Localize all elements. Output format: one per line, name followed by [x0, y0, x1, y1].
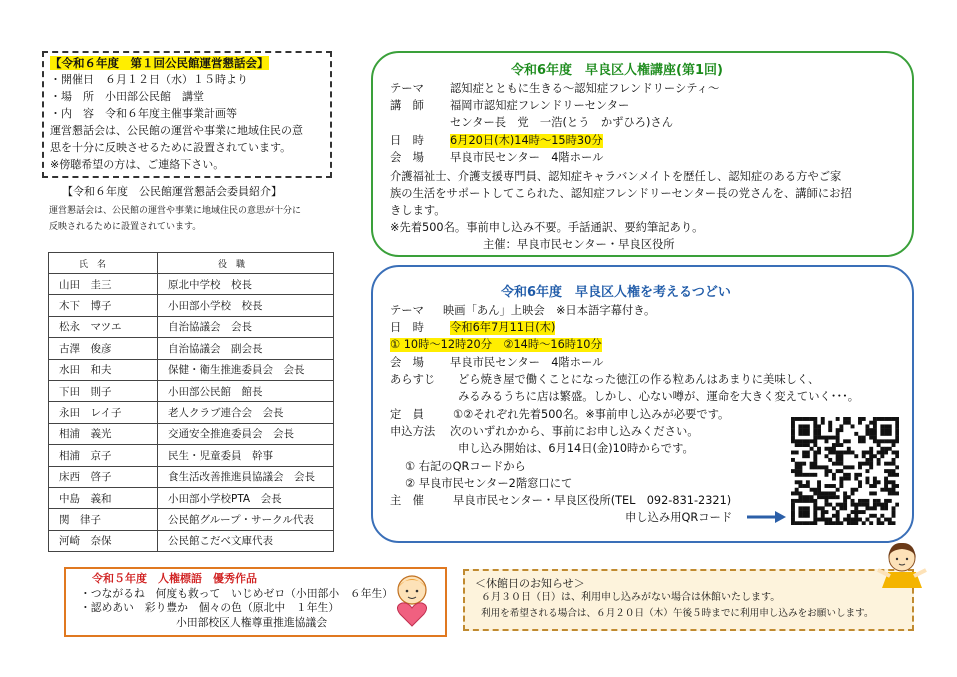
table-row [49, 316, 334, 337]
slogan-org: 小田部校区人権尊重推進協議会 [176, 616, 328, 629]
meeting-line: 運営懇話会は、公民館の運営や事業に地域住民の意 [50, 124, 303, 137]
table-header: 役 職 [158, 253, 334, 274]
lecture-theme-label: テーマ [390, 82, 424, 95]
slogan-title: 令和５年度 人権標語 優秀作品 [92, 572, 257, 585]
closed-notice [463, 569, 914, 631]
closed-title: ＜休館日のお知らせ＞ [475, 577, 585, 590]
table-row [49, 338, 334, 359]
member-name: 関 律子 [49, 509, 158, 530]
member-name: 古澤 俊彦 [49, 338, 158, 359]
member-role: 自治協議会 会長 [158, 316, 334, 337]
member-role: 小田部公民館 館長 [158, 380, 334, 401]
table-row [49, 466, 334, 487]
member-role: 小田部小学校PTA 会長 [158, 487, 334, 508]
lecture-note: ※先着500名。事前申し込み不要。手話通訳、要約筆記あり。 [390, 221, 704, 234]
girl-illustration [874, 540, 930, 588]
member-name: 中島 義和 [49, 487, 158, 508]
lecture-title: 令和6年度 早良区人権講座(第1回) [511, 63, 723, 78]
meeting-line: ・場 所 小田部公民館 講堂 [50, 90, 204, 103]
member-name: 木下 博子 [49, 295, 158, 316]
members-table [48, 252, 334, 552]
qr-caption: 申し込み用QRコード [625, 511, 733, 524]
member-name: 水田 和夫 [49, 359, 158, 380]
table-row [49, 487, 334, 508]
member-role: 民生・児童委員 幹事 [158, 445, 334, 466]
gathering-host: 早良市民センター・早良区役所(TEL 092-831-2321) [453, 494, 732, 507]
gathering-synopsis-label: あらすじ [390, 373, 436, 386]
table-row [49, 274, 334, 295]
lecture-desc: 介護福祉士、介護支援専門員、認知症キャラバンメイトを歴任し、認知症のある方やご家 [390, 170, 842, 183]
table-row [49, 530, 334, 551]
member-name: 松永 マツエ [49, 316, 158, 337]
lecture-theme: 認知症とともに生きる～認知症フレンドリーシティ～ [450, 82, 720, 95]
closed-line: 利用を希望される場合は、６月２０日（木）午後５時までに利用申し込みをお願いします。 [481, 608, 874, 619]
member-role: 原北中学校 校長 [158, 274, 334, 295]
slogan-line: ・認めあい 彩り豊か 個々の色（原北中 １年生） [80, 601, 340, 614]
gathering-synopsis: どら焼き屋で働くことになった徳江の作る粒あんはあまりに美味しく、 [458, 373, 820, 386]
member-role: 交通安全推進委員会 会長 [158, 423, 334, 444]
members-desc: 運営懇話会は、公民館の運営や事業に地域住民の意思が十分に [49, 206, 302, 216]
gathering-venue-label: 会 場 [390, 356, 424, 369]
meeting-line: ・開催日 ６月１２日（水）１５時より [50, 73, 248, 86]
gathering-title: 令和6年度 早良区人権を考えるつどい [501, 285, 731, 300]
slogan-line: ・つながるね 何度も救って いじめゼロ（小田部小 ６年生） [80, 587, 394, 600]
gathering-synopsis: みるみるうちに店は繁盛。しかし、心ない噂が、運命を大きく変えていく･･･。 [458, 390, 860, 403]
gathering-venue: 早良市民センター 4階ホール [450, 356, 604, 369]
arrow-right-icon [747, 510, 787, 524]
table-row [49, 445, 334, 466]
member-name: 相浦 京子 [49, 445, 158, 466]
gathering-times: ① 10時～12時20分 ②14時～16時10分 [390, 338, 602, 351]
table-row [49, 509, 334, 530]
member-name: 山田 圭三 [49, 274, 158, 295]
table-header-row [49, 253, 334, 274]
member-name: 相浦 義光 [49, 423, 158, 444]
lecture-venue: 早良市民センター 4階ホール [450, 151, 604, 164]
member-role: 公民館グループ・サークル代表 [158, 509, 334, 530]
lecture-desc: きします。 [390, 204, 446, 217]
meeting-notice [42, 51, 332, 178]
gathering-option: ① 右記のQRコードから [405, 460, 526, 473]
meeting-line: ・内 容 令和６年度主催事業計画等 [50, 107, 237, 120]
child-heart-illustration [388, 572, 436, 628]
gathering-apply-label: 申込方法 [390, 425, 436, 438]
lecture-venue-label: 会 場 [390, 151, 424, 164]
gathering-host-label: 主 催 [390, 494, 424, 507]
lecture-host: 主催：早良市民センター・早良区役所 [483, 238, 675, 251]
members-desc: 反映されるために設置されています。 [49, 222, 202, 232]
meeting-title: 【令和６年度 第１回公民館運営懇話会】 [50, 56, 269, 70]
gathering-theme-label: テーマ [390, 304, 424, 317]
closed-line: ６月３０日（日）は、利用申し込みがない場合は休館いたします。 [481, 592, 781, 603]
table-header: 氏 名 [49, 253, 158, 274]
gathering-apply: 申し込み開始は、6月14日(金)10時からです。 [458, 442, 694, 455]
member-name: 永田 レイ子 [49, 402, 158, 423]
lecture-datetime-label: 日 時 [390, 134, 424, 147]
lecture-speaker: 福岡市認知症フレンドリーセンター [450, 99, 630, 112]
meeting-line: 思を十分に反映させるために設置されています。 [50, 141, 292, 154]
member-name: 河崎 奈保 [49, 530, 158, 551]
lecture-desc: 族の生活をサポートしてこられた、認知症フレンドリーセンター長の党さんを、講師にお招 [390, 187, 852, 200]
gathering-capacity-label: 定 員 [390, 408, 424, 421]
lecture-datetime: 6月20日(木)14時～15時30分 [450, 134, 603, 147]
gathering-datetime-label: 日 時 [390, 321, 424, 334]
table-row [49, 402, 334, 423]
member-role: 保健・衛生推進委員会 会長 [158, 359, 334, 380]
gathering-apply: 次のいずれかから、事前にお申し込みください。 [450, 425, 699, 438]
gathering-option: ② 早良市民センター2階窓口にて [405, 477, 573, 490]
lecture-panel [371, 51, 914, 257]
gathering-capacity: ①②それぞれ先着500名。※事前申し込みが必要です。 [453, 408, 730, 421]
member-role: 老人クラブ連合会 会長 [158, 402, 334, 423]
table-row [49, 423, 334, 444]
member-role: 公民館こだべ文庫代表 [158, 530, 334, 551]
gathering-date: 令和6年7月11日(木) [450, 321, 556, 334]
member-role: 食生活改善推進員協議会 会長 [158, 466, 334, 487]
lecture-speaker: センター長 党 一浩(とう かずひろ)さん [450, 116, 674, 129]
table-row [49, 359, 334, 380]
member-role: 小田部小学校 校長 [158, 295, 334, 316]
gathering-panel [371, 265, 914, 543]
lecture-speaker-label: 講 師 [390, 99, 424, 112]
member-name: 下田 則子 [49, 380, 158, 401]
gathering-theme: 映画「あん」上映会 ※日本語字幕付き。 [443, 304, 656, 317]
member-role: 自治協議会 副会長 [158, 338, 334, 359]
members-title: 【令和６年度 公民館運営懇話会委員紹介】 [62, 185, 282, 198]
table-row [49, 295, 334, 316]
qr-code[interactable] [791, 417, 899, 525]
member-name: 床西 啓子 [49, 466, 158, 487]
table-row [49, 380, 334, 401]
meeting-line: ※傍聴希望の方は、ご連絡下さい。 [50, 158, 225, 171]
